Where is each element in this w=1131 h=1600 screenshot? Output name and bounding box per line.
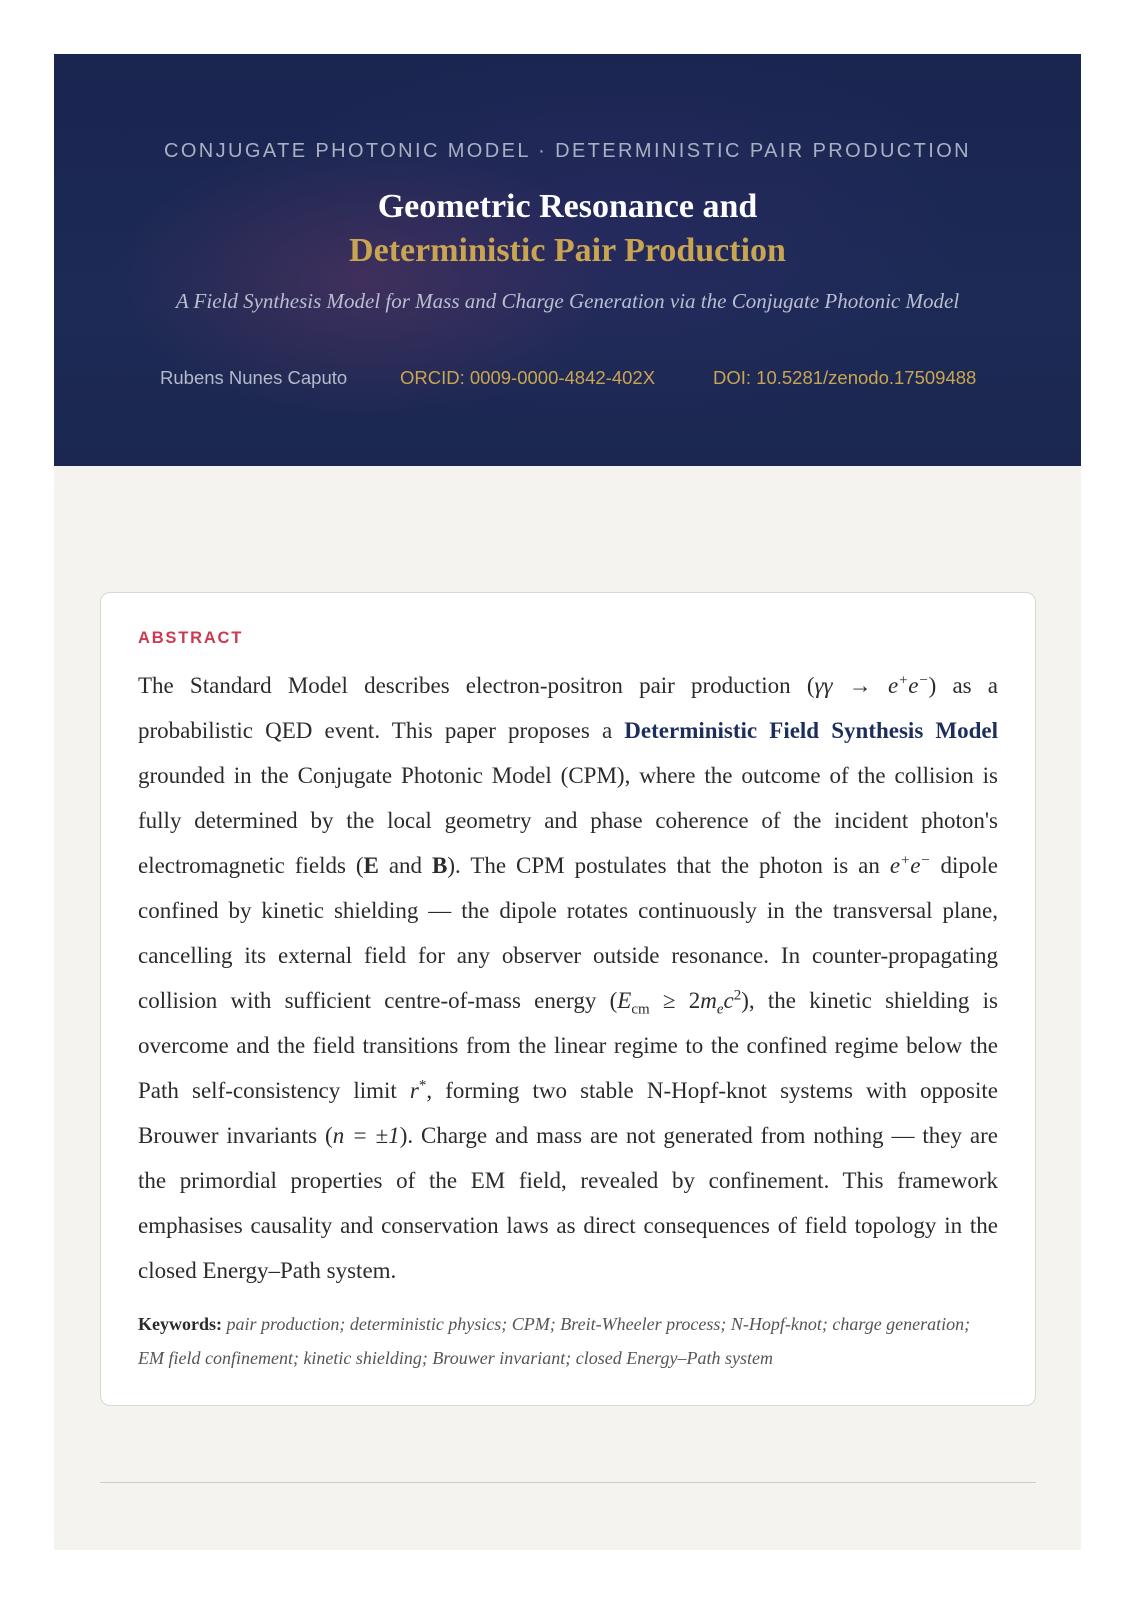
math-e-pair: e+e− bbox=[889, 852, 931, 878]
math-E-field: E bbox=[363, 853, 379, 878]
subtitle: A Field Synthesis Model for Mass and Charge Generation via the Conjugate Photonic Model bbox=[175, 289, 960, 313]
doi-link[interactable]: DOI: 10.5281/zenodo.17509488 bbox=[713, 367, 977, 388]
title-line-1: Geometric Resonance and bbox=[377, 188, 758, 225]
abstract-text-run: and bbox=[378, 853, 433, 878]
keywords-list: pair production; deterministic physics; CPM; Breit-Wheeler process; N-Hopf-knot; charge generation; EM field confinement; kinetic shielding; Brouwer invariant; closed Energy–Path system bbox=[138, 1314, 971, 1368]
abstract-text-run: dipole confined by kinetic shielding — the dipole rotates continuously in the transversal plane, cancelling its external field for any observer outside resonance. In counter-propagating collision with sufficient centre-of-mass energy ( bbox=[138, 853, 998, 1013]
abstract-text-run: ). Charge and mass are not generated from nothing — they are the primordial properties of the EM field, revealed by confinement. This framework emphasises causality and conservation laws as direct consequences of field topology in the closed Energy–Path system. bbox=[138, 1123, 998, 1283]
page bbox=[54, 54, 1081, 1550]
math-gamma-gamma: γγ → e+e− bbox=[814, 672, 929, 698]
keywords bbox=[138, 1307, 998, 1375]
math-energy-threshold: $E_{cm} \ge 2m_ec^2$ bbox=[617, 987, 742, 1018]
math-n-invariant: n = ±1 bbox=[332, 1123, 400, 1148]
title-line-2: Deterministic Pair Production bbox=[349, 232, 786, 269]
abstract-text-run: ), the kinetic shielding is overcome and the field transitions from the linear regime to the confined regime below the Path self-consistency limit bbox=[138, 988, 999, 1103]
abstract-text-run: The Standard Model describes electron-positron pair production ( bbox=[138, 673, 815, 698]
title-banner bbox=[54, 54, 1081, 466]
abstract-text-run: ) as a probabilistic QED event. This paper proposes a bbox=[138, 673, 998, 743]
abstract-heading: ABSTRACT bbox=[138, 629, 244, 647]
abstract-text-run: ). The CPM postulates that the photon is an bbox=[447, 853, 890, 878]
model-name-highlight: Deterministic Field Synthesis Model bbox=[624, 718, 999, 743]
math-r-star: r* bbox=[409, 1077, 427, 1103]
keywords-label: Keywords: bbox=[138, 1314, 222, 1334]
abstract-text-run: grounded in the Conjugate Photonic Model (CPM), where the outcome of the collision is fully determined by the local geometry and phase coherence of the incident photon's electromagnetic fields ( bbox=[138, 763, 998, 878]
series-kicker: CONJUGATE PHOTONIC MODEL · DETERMINISTIC PAIR PRODUCTION bbox=[163, 140, 972, 162]
orcid-link[interactable]: ORCID: 0009-0000-4842-402X bbox=[400, 367, 656, 388]
abstract-card bbox=[100, 592, 1036, 1406]
math-B-field: B bbox=[432, 853, 448, 878]
abstract-text bbox=[138, 663, 998, 1293]
section-divider bbox=[100, 1482, 1036, 1483]
author-name: Rubens Nunes Caputo bbox=[160, 367, 348, 388]
abstract-text-run: , forming two stable N-Hopf-knot systems with opposite Brouwer invariants ( bbox=[138, 1078, 998, 1148]
